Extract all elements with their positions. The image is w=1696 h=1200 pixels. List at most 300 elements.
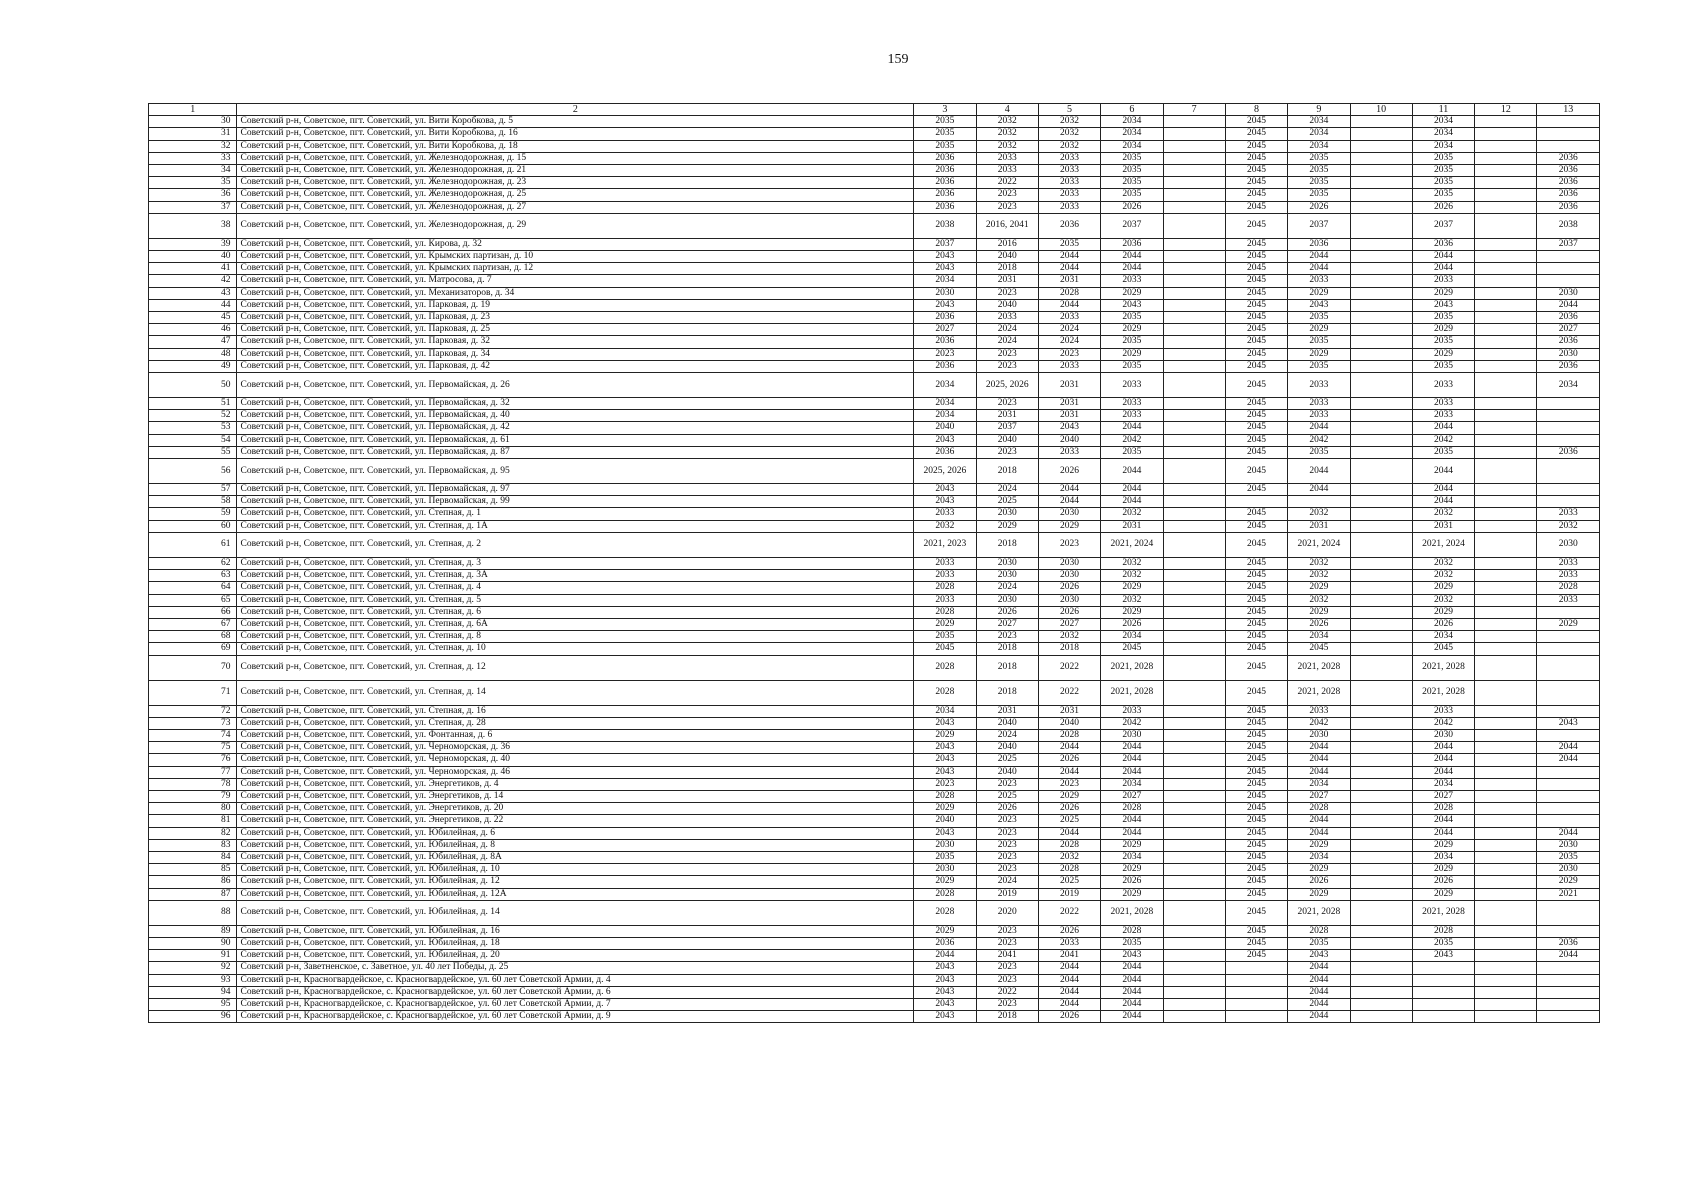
row-number-cell: 94 bbox=[149, 986, 237, 998]
year-cell-col-10 bbox=[1350, 398, 1412, 410]
year-cell-col-4: 2032 bbox=[976, 140, 1038, 152]
year-cell-col-6: 2028 bbox=[1101, 803, 1163, 815]
year-cell-col-3: 2028 bbox=[914, 888, 976, 900]
year-cell-col-9: 2029 bbox=[1288, 839, 1350, 851]
table-row bbox=[149, 263, 1600, 275]
year-cell-col-4: 2018 bbox=[976, 655, 1038, 680]
year-cell-col-5: 2044 bbox=[1038, 974, 1100, 986]
table-row bbox=[149, 484, 1600, 496]
year-cell-col-5: 2040 bbox=[1038, 717, 1100, 729]
year-cell-col-10 bbox=[1350, 717, 1412, 729]
year-cell-col-10 bbox=[1350, 815, 1412, 827]
year-cell-col-13: 2036 bbox=[1537, 446, 1600, 458]
year-cell-col-10 bbox=[1350, 754, 1412, 766]
year-cell-col-4: 2040 bbox=[976, 766, 1038, 778]
row-number-cell: 62 bbox=[149, 557, 237, 569]
year-cell-col-4: 2031 bbox=[976, 705, 1038, 717]
year-cell-col-13 bbox=[1537, 962, 1600, 974]
year-cell-col-4: 2023 bbox=[976, 189, 1038, 201]
year-cell-col-5: 2044 bbox=[1038, 496, 1100, 508]
year-cell-col-3: 2028 bbox=[914, 680, 976, 705]
year-cell-col-6: 2044 bbox=[1101, 742, 1163, 754]
year-cell-col-9: 2035 bbox=[1288, 360, 1350, 372]
year-cell-col-7 bbox=[1163, 705, 1225, 717]
year-cell-col-9: 2028 bbox=[1288, 925, 1350, 937]
year-cell-col-3: 2029 bbox=[914, 925, 976, 937]
year-cell-col-11: 2035 bbox=[1412, 312, 1474, 324]
year-cell-col-4: 2023 bbox=[976, 360, 1038, 372]
table-row bbox=[149, 827, 1600, 839]
year-cell-col-7 bbox=[1163, 360, 1225, 372]
row-number-cell: 80 bbox=[149, 803, 237, 815]
table-row bbox=[149, 937, 1600, 949]
row-number-cell: 44 bbox=[149, 299, 237, 311]
year-cell-col-9: 2029 bbox=[1288, 864, 1350, 876]
year-cell-col-4: 2018 bbox=[976, 643, 1038, 655]
address-cell: Советский р-н, Советское, пгт. Советский, ул. Степная, д. 16 bbox=[237, 705, 914, 717]
year-cell-col-9: 2032 bbox=[1288, 594, 1350, 606]
year-cell-col-7 bbox=[1163, 766, 1225, 778]
address-cell: Советский р-н, Красногвардейское, с. Красногвардейское, ул. 60 лет Советской Армии, д. 4 bbox=[237, 974, 914, 986]
year-cell-col-4: 2020 bbox=[976, 900, 1038, 925]
year-cell-col-9: 2044 bbox=[1288, 827, 1350, 839]
row-number-cell: 72 bbox=[149, 705, 237, 717]
year-cell-col-9: 2033 bbox=[1288, 373, 1350, 398]
year-cell-col-7 bbox=[1163, 606, 1225, 618]
year-cell-col-7 bbox=[1163, 851, 1225, 863]
year-cell-col-5: 2026 bbox=[1038, 582, 1100, 594]
year-cell-col-10 bbox=[1350, 152, 1412, 164]
column-header-9: 9 bbox=[1288, 104, 1350, 116]
year-cell-col-6: 2044 bbox=[1101, 815, 1163, 827]
year-cell-col-7 bbox=[1163, 790, 1225, 802]
year-cell-col-6: 2029 bbox=[1101, 287, 1163, 299]
year-cell-col-12 bbox=[1475, 398, 1537, 410]
year-cell-col-9: 2044 bbox=[1288, 974, 1350, 986]
year-cell-col-7 bbox=[1163, 496, 1225, 508]
year-cell-col-12 bbox=[1475, 348, 1537, 360]
year-cell-col-13 bbox=[1537, 263, 1600, 275]
year-cell-col-3: 2035 bbox=[914, 128, 976, 140]
year-cell-col-11: 2031 bbox=[1412, 520, 1474, 532]
year-cell-col-9: 2034 bbox=[1288, 128, 1350, 140]
year-cell-col-9: 2042 bbox=[1288, 434, 1350, 446]
table-row bbox=[149, 360, 1600, 372]
year-cell-col-3: 2040 bbox=[914, 422, 976, 434]
year-cell-col-5: 2033 bbox=[1038, 189, 1100, 201]
year-cell-col-10 bbox=[1350, 410, 1412, 422]
year-cell-col-5: 2026 bbox=[1038, 754, 1100, 766]
year-cell-col-10 bbox=[1350, 876, 1412, 888]
year-cell-col-11: 2026 bbox=[1412, 876, 1474, 888]
year-cell-col-6: 2037 bbox=[1101, 213, 1163, 238]
address-cell: Советский р-н, Советское, пгт. Советский, ул. Железнодорожная, д. 23 bbox=[237, 177, 914, 189]
address-cell: Советский р-н, Советское, пгт. Советский, ул. Первомайская, д. 95 bbox=[237, 459, 914, 484]
year-cell-col-11: 2044 bbox=[1412, 459, 1474, 484]
row-number-cell: 93 bbox=[149, 974, 237, 986]
year-cell-col-7 bbox=[1163, 962, 1225, 974]
year-cell-col-9: 2042 bbox=[1288, 717, 1350, 729]
year-cell-col-4: 2018 bbox=[976, 263, 1038, 275]
year-cell-col-3: 2030 bbox=[914, 864, 976, 876]
year-cell-col-10 bbox=[1350, 570, 1412, 582]
table-row bbox=[149, 251, 1600, 263]
year-cell-col-9: 2032 bbox=[1288, 557, 1350, 569]
table-row bbox=[149, 717, 1600, 729]
year-cell-col-8: 2045 bbox=[1225, 446, 1287, 458]
year-cell-col-12 bbox=[1475, 484, 1537, 496]
year-cell-col-6: 2021, 2028 bbox=[1101, 655, 1163, 680]
table-row bbox=[149, 213, 1600, 238]
year-cell-col-7 bbox=[1163, 373, 1225, 398]
year-cell-col-8 bbox=[1225, 962, 1287, 974]
year-cell-col-9: 2032 bbox=[1288, 508, 1350, 520]
year-cell-col-13: 2028 bbox=[1537, 582, 1600, 594]
year-cell-col-5: 2028 bbox=[1038, 729, 1100, 741]
year-cell-col-10 bbox=[1350, 299, 1412, 311]
row-number-cell: 87 bbox=[149, 888, 237, 900]
year-cell-col-4: 2022 bbox=[976, 986, 1038, 998]
year-cell-col-8: 2045 bbox=[1225, 251, 1287, 263]
year-cell-col-13: 2043 bbox=[1537, 717, 1600, 729]
year-cell-col-9: 2044 bbox=[1288, 422, 1350, 434]
year-cell-col-13 bbox=[1537, 705, 1600, 717]
column-header-10: 10 bbox=[1350, 104, 1412, 116]
year-cell-col-3: 2044 bbox=[914, 950, 976, 962]
year-cell-col-12 bbox=[1475, 177, 1537, 189]
year-cell-col-13 bbox=[1537, 900, 1600, 925]
row-number-cell: 76 bbox=[149, 754, 237, 766]
year-cell-col-7 bbox=[1163, 570, 1225, 582]
address-cell: Советский р-н, Советское, пгт. Советский, ул. Степная, д. 6 bbox=[237, 606, 914, 618]
year-cell-col-13 bbox=[1537, 484, 1600, 496]
year-cell-col-4: 2023 bbox=[976, 962, 1038, 974]
year-cell-col-9: 2035 bbox=[1288, 189, 1350, 201]
year-cell-col-3: 2023 bbox=[914, 348, 976, 360]
year-cell-col-11: 2032 bbox=[1412, 557, 1474, 569]
year-cell-col-11 bbox=[1412, 986, 1474, 998]
address-cell: Советский р-н, Советское, пгт. Советский, ул. Первомайская, д. 32 bbox=[237, 398, 914, 410]
year-cell-col-4: 2023 bbox=[976, 937, 1038, 949]
address-cell: Советский р-н, Советское, пгт. Советский, ул. Железнодорожная, д. 21 bbox=[237, 165, 914, 177]
year-cell-col-5: 2023 bbox=[1038, 778, 1100, 790]
year-cell-col-12 bbox=[1475, 754, 1537, 766]
year-cell-col-8: 2045 bbox=[1225, 348, 1287, 360]
year-cell-col-6: 2029 bbox=[1101, 324, 1163, 336]
row-number-cell: 49 bbox=[149, 360, 237, 372]
year-cell-col-10 bbox=[1350, 778, 1412, 790]
year-cell-col-11: 2034 bbox=[1412, 116, 1474, 128]
year-cell-col-13 bbox=[1537, 140, 1600, 152]
address-cell: Советский р-н, Советское, пгт. Советский, ул. Первомайская, д. 99 bbox=[237, 496, 914, 508]
year-cell-col-4: 2023 bbox=[976, 839, 1038, 851]
year-cell-col-6: 2035 bbox=[1101, 937, 1163, 949]
year-cell-col-4: 2040 bbox=[976, 742, 1038, 754]
address-cell: Советский р-н, Советское, пгт. Советский, ул. Энергетиков, д. 14 bbox=[237, 790, 914, 802]
year-cell-col-12 bbox=[1475, 594, 1537, 606]
year-cell-col-10 bbox=[1350, 655, 1412, 680]
year-cell-col-11: 2035 bbox=[1412, 152, 1474, 164]
row-number-cell: 42 bbox=[149, 275, 237, 287]
year-cell-col-10 bbox=[1350, 373, 1412, 398]
row-number-cell: 88 bbox=[149, 900, 237, 925]
table-row bbox=[149, 508, 1600, 520]
address-cell: Советский р-н, Красногвардейское, с. Красногвардейское, ул. 60 лет Советской Армии, д. 7 bbox=[237, 998, 914, 1010]
year-cell-col-3: 2035 bbox=[914, 140, 976, 152]
year-cell-col-7 bbox=[1163, 888, 1225, 900]
year-cell-col-8: 2045 bbox=[1225, 717, 1287, 729]
year-cell-col-13 bbox=[1537, 680, 1600, 705]
address-cell: Советский р-н, Советское, пгт. Советский, ул. Первомайская, д. 42 bbox=[237, 422, 914, 434]
year-cell-col-10 bbox=[1350, 422, 1412, 434]
address-cell: Советский р-н, Советское, пгт. Советский, ул. Степная, д. 6А bbox=[237, 618, 914, 630]
year-cell-col-11: 2033 bbox=[1412, 275, 1474, 287]
year-cell-col-7 bbox=[1163, 459, 1225, 484]
year-cell-col-8: 2045 bbox=[1225, 201, 1287, 213]
year-cell-col-11: 2029 bbox=[1412, 839, 1474, 851]
table-row bbox=[149, 116, 1600, 128]
year-cell-col-12 bbox=[1475, 360, 1537, 372]
year-cell-col-7 bbox=[1163, 925, 1225, 937]
year-cell-col-6: 2034 bbox=[1101, 778, 1163, 790]
year-cell-col-13: 2030 bbox=[1537, 348, 1600, 360]
year-cell-col-8: 2045 bbox=[1225, 484, 1287, 496]
year-cell-col-5: 2032 bbox=[1038, 140, 1100, 152]
year-cell-col-8: 2045 bbox=[1225, 508, 1287, 520]
row-number-cell: 63 bbox=[149, 570, 237, 582]
table-row bbox=[149, 201, 1600, 213]
year-cell-col-3: 2043 bbox=[914, 986, 976, 998]
year-cell-col-9: 2035 bbox=[1288, 336, 1350, 348]
address-cell: Советский р-н, Советское, пгт. Советский, ул. Степная, д. 12 bbox=[237, 655, 914, 680]
page-number: 159 bbox=[887, 52, 909, 67]
row-number-cell: 79 bbox=[149, 790, 237, 802]
year-cell-col-13: 2021 bbox=[1537, 888, 1600, 900]
year-cell-col-9: 2033 bbox=[1288, 275, 1350, 287]
year-cell-col-12 bbox=[1475, 937, 1537, 949]
row-number-cell: 38 bbox=[149, 213, 237, 238]
year-cell-col-10 bbox=[1350, 618, 1412, 630]
year-cell-col-12 bbox=[1475, 729, 1537, 741]
year-cell-col-3: 2036 bbox=[914, 336, 976, 348]
year-cell-col-6: 2028 bbox=[1101, 925, 1163, 937]
year-cell-col-8: 2045 bbox=[1225, 705, 1287, 717]
table-row bbox=[149, 177, 1600, 189]
year-cell-col-4: 2026 bbox=[976, 803, 1038, 815]
year-cell-col-13: 2027 bbox=[1537, 324, 1600, 336]
year-cell-col-5: 2025 bbox=[1038, 815, 1100, 827]
year-cell-col-8: 2045 bbox=[1225, 851, 1287, 863]
address-cell: Советский р-н, Советское, пгт. Советский, ул. Энергетиков, д. 20 bbox=[237, 803, 914, 815]
year-cell-col-5: 2025 bbox=[1038, 876, 1100, 888]
year-cell-col-9: 2044 bbox=[1288, 998, 1350, 1010]
address-cell: Советский р-н, Советское, пгт. Советский, ул. Юбилейная, д. 8А bbox=[237, 851, 914, 863]
year-cell-col-4: 2030 bbox=[976, 594, 1038, 606]
year-cell-col-5: 2026 bbox=[1038, 459, 1100, 484]
year-cell-col-3: 2038 bbox=[914, 213, 976, 238]
year-cell-col-9: 2033 bbox=[1288, 705, 1350, 717]
address-cell: Советский р-н, Советское, пгт. Советский, ул. Вити Коробкова, д. 5 bbox=[237, 116, 914, 128]
year-cell-col-13: 2033 bbox=[1537, 557, 1600, 569]
year-cell-col-7 bbox=[1163, 742, 1225, 754]
year-cell-col-12 bbox=[1475, 140, 1537, 152]
year-cell-col-3: 2043 bbox=[914, 1011, 976, 1023]
year-cell-col-11: 2036 bbox=[1412, 238, 1474, 250]
year-cell-col-13 bbox=[1537, 655, 1600, 680]
year-cell-col-11: 2035 bbox=[1412, 177, 1474, 189]
column-header-2: 2 bbox=[237, 104, 914, 116]
year-cell-col-9: 2035 bbox=[1288, 312, 1350, 324]
year-cell-col-13: 2044 bbox=[1537, 754, 1600, 766]
year-cell-col-5: 2033 bbox=[1038, 165, 1100, 177]
year-cell-col-5: 2032 bbox=[1038, 128, 1100, 140]
year-cell-col-3: 2029 bbox=[914, 803, 976, 815]
row-number-cell: 73 bbox=[149, 717, 237, 729]
year-cell-col-10 bbox=[1350, 238, 1412, 250]
year-cell-col-13 bbox=[1537, 1011, 1600, 1023]
year-cell-col-3: 2036 bbox=[914, 312, 976, 324]
year-cell-col-4: 2023 bbox=[976, 851, 1038, 863]
year-cell-col-11: 2044 bbox=[1412, 827, 1474, 839]
year-cell-col-5: 2029 bbox=[1038, 520, 1100, 532]
year-cell-col-3: 2034 bbox=[914, 705, 976, 717]
year-cell-col-11: 2044 bbox=[1412, 754, 1474, 766]
year-cell-col-13: 2036 bbox=[1537, 201, 1600, 213]
year-cell-col-7 bbox=[1163, 287, 1225, 299]
year-cell-col-8: 2045 bbox=[1225, 582, 1287, 594]
address-cell: Советский р-н, Советское, пгт. Советский, ул. Степная, д. 28 bbox=[237, 717, 914, 729]
table-row bbox=[149, 373, 1600, 398]
year-cell-col-7 bbox=[1163, 655, 1225, 680]
year-cell-col-13: 2044 bbox=[1537, 827, 1600, 839]
year-cell-col-4: 2030 bbox=[976, 508, 1038, 520]
year-cell-col-5: 2033 bbox=[1038, 446, 1100, 458]
year-cell-col-7 bbox=[1163, 336, 1225, 348]
column-header-12: 12 bbox=[1475, 104, 1537, 116]
year-cell-col-11 bbox=[1412, 998, 1474, 1010]
year-cell-col-13 bbox=[1537, 766, 1600, 778]
year-cell-col-4: 2029 bbox=[976, 520, 1038, 532]
year-cell-col-6: 2034 bbox=[1101, 128, 1163, 140]
year-cell-col-10 bbox=[1350, 434, 1412, 446]
year-cell-col-5: 2040 bbox=[1038, 434, 1100, 446]
year-cell-col-3: 2043 bbox=[914, 742, 976, 754]
table-row bbox=[149, 165, 1600, 177]
year-cell-col-12 bbox=[1475, 705, 1537, 717]
year-cell-col-3: 2036 bbox=[914, 360, 976, 372]
year-cell-col-10 bbox=[1350, 742, 1412, 754]
address-cell: Советский р-н, Советское, пгт. Советский, ул. Парковая, д. 32 bbox=[237, 336, 914, 348]
year-cell-col-10 bbox=[1350, 839, 1412, 851]
year-cell-col-13 bbox=[1537, 778, 1600, 790]
year-cell-col-9: 2035 bbox=[1288, 152, 1350, 164]
year-cell-col-5: 2030 bbox=[1038, 557, 1100, 569]
year-cell-col-12 bbox=[1475, 446, 1537, 458]
table-row bbox=[149, 643, 1600, 655]
year-cell-col-10 bbox=[1350, 606, 1412, 618]
year-cell-col-6: 2029 bbox=[1101, 348, 1163, 360]
year-cell-col-12 bbox=[1475, 570, 1537, 582]
year-cell-col-5: 2018 bbox=[1038, 643, 1100, 655]
year-cell-col-3: 2043 bbox=[914, 251, 976, 263]
row-number-cell: 35 bbox=[149, 177, 237, 189]
row-number-cell: 58 bbox=[149, 496, 237, 508]
year-cell-col-10 bbox=[1350, 213, 1412, 238]
year-cell-col-7 bbox=[1163, 128, 1225, 140]
year-cell-col-10 bbox=[1350, 729, 1412, 741]
year-cell-col-13: 2030 bbox=[1537, 864, 1600, 876]
year-cell-col-12 bbox=[1475, 655, 1537, 680]
row-number-cell: 68 bbox=[149, 631, 237, 643]
year-cell-col-11: 2029 bbox=[1412, 287, 1474, 299]
row-number-cell: 59 bbox=[149, 508, 237, 520]
row-number-cell: 56 bbox=[149, 459, 237, 484]
year-cell-col-9: 2034 bbox=[1288, 631, 1350, 643]
table-row bbox=[149, 655, 1600, 680]
year-cell-col-12 bbox=[1475, 312, 1537, 324]
year-cell-col-3: 2029 bbox=[914, 876, 976, 888]
year-cell-col-9: 2026 bbox=[1288, 201, 1350, 213]
year-cell-col-10 bbox=[1350, 803, 1412, 815]
year-cell-col-4: 2023 bbox=[976, 925, 1038, 937]
year-cell-col-4: 2023 bbox=[976, 631, 1038, 643]
year-cell-col-12 bbox=[1475, 717, 1537, 729]
year-cell-col-3: 2045 bbox=[914, 643, 976, 655]
year-cell-col-3: 2043 bbox=[914, 484, 976, 496]
year-cell-col-10 bbox=[1350, 1011, 1412, 1023]
year-cell-col-7 bbox=[1163, 312, 1225, 324]
table-row bbox=[149, 962, 1600, 974]
year-cell-col-9: 2044 bbox=[1288, 263, 1350, 275]
year-cell-col-3: 2035 bbox=[914, 851, 976, 863]
year-cell-col-3: 2029 bbox=[914, 618, 976, 630]
column-header-3: 3 bbox=[914, 104, 976, 116]
year-cell-col-9: 2044 bbox=[1288, 251, 1350, 263]
row-number-cell: 32 bbox=[149, 140, 237, 152]
year-cell-col-9: 2037 bbox=[1288, 213, 1350, 238]
year-cell-col-13: 2033 bbox=[1537, 570, 1600, 582]
year-cell-col-10 bbox=[1350, 177, 1412, 189]
year-cell-col-9: 2028 bbox=[1288, 803, 1350, 815]
year-cell-col-7 bbox=[1163, 594, 1225, 606]
year-cell-col-6: 2021, 2024 bbox=[1101, 532, 1163, 557]
table-row bbox=[149, 742, 1600, 754]
table-row bbox=[149, 446, 1600, 458]
year-cell-col-7 bbox=[1163, 263, 1225, 275]
year-cell-col-7 bbox=[1163, 484, 1225, 496]
row-number-cell: 37 bbox=[149, 201, 237, 213]
year-cell-col-6: 2035 bbox=[1101, 312, 1163, 324]
table-row bbox=[149, 312, 1600, 324]
year-cell-col-9: 2034 bbox=[1288, 140, 1350, 152]
year-cell-col-8: 2045 bbox=[1225, 680, 1287, 705]
year-cell-col-5: 2044 bbox=[1038, 742, 1100, 754]
year-cell-col-7 bbox=[1163, 520, 1225, 532]
year-cell-col-5: 2044 bbox=[1038, 962, 1100, 974]
year-cell-col-7 bbox=[1163, 680, 1225, 705]
column-header-6: 6 bbox=[1101, 104, 1163, 116]
year-cell-col-11: 2035 bbox=[1412, 189, 1474, 201]
year-cell-col-8: 2045 bbox=[1225, 594, 1287, 606]
year-cell-col-12 bbox=[1475, 803, 1537, 815]
year-cell-col-11: 2029 bbox=[1412, 582, 1474, 594]
year-cell-col-6: 2033 bbox=[1101, 275, 1163, 287]
year-cell-col-12 bbox=[1475, 496, 1537, 508]
address-cell: Советский р-н, Советское, пгт. Советский, ул. Степная, д. 3 bbox=[237, 557, 914, 569]
year-cell-col-8: 2045 bbox=[1225, 778, 1287, 790]
year-cell-col-4: 2030 bbox=[976, 570, 1038, 582]
table-body bbox=[149, 116, 1600, 1023]
